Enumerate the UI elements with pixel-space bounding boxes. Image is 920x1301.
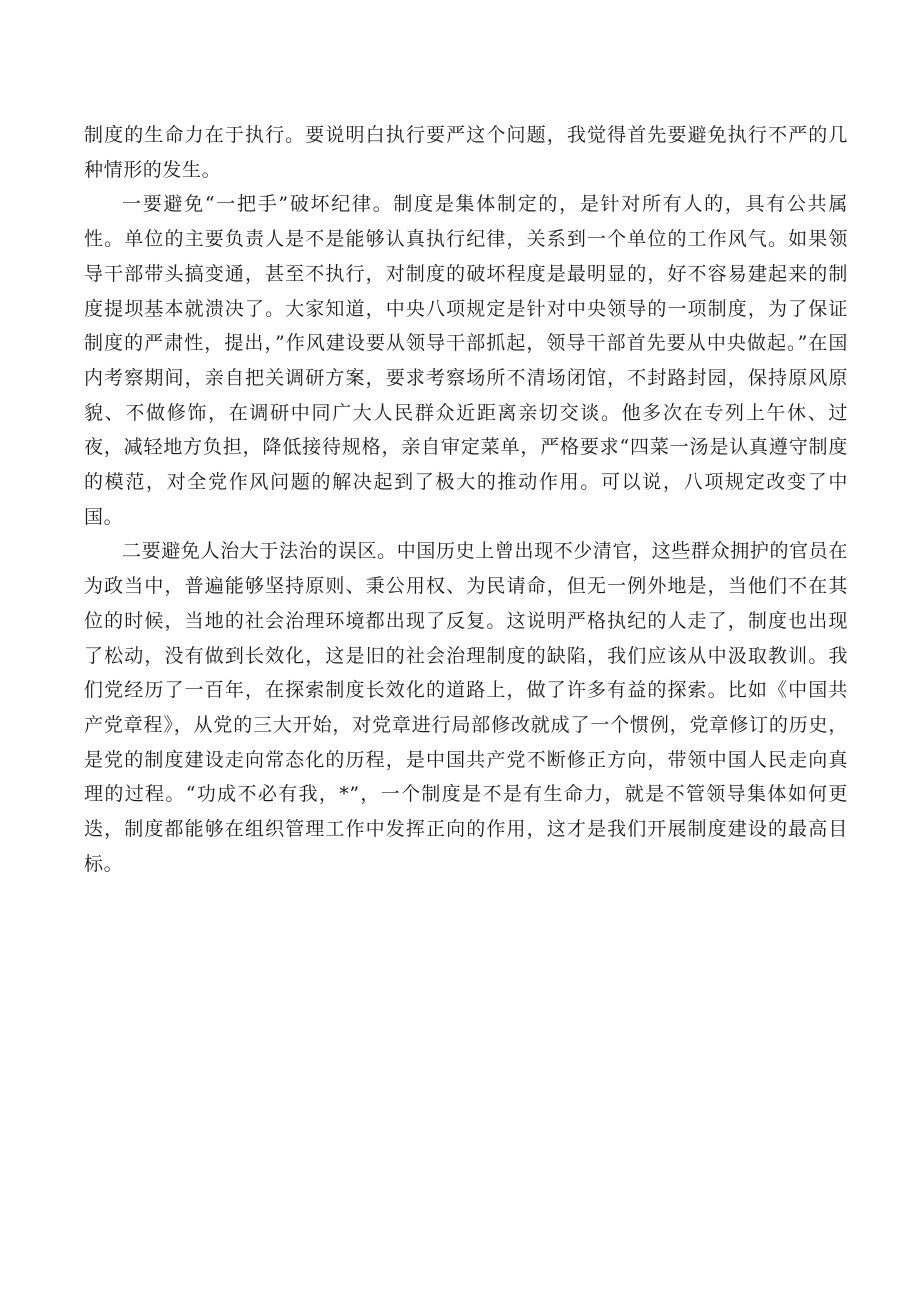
document-body (84, 118, 848, 881)
paragraph-second-point: 二要避免人治大于法治的误区。中国历史上曾出现不少清官，这些群众拥护的官员在为政当中，普遍能够坚持原则、秉公用权、为民请命，但无一例外地是，当他们不在其位的时候，当地的社会治理环境都出现了反复。这说明严格执纪的人走了，制度也出现了松动，没有做到长效化，这是旧的社会治理制度的缺陷，我们应该从中汲取教训。我们党经历了一百年，在探索制度长效化的道路上，做了许多有益的探索。比如《中国共产党章程》，从党的三大开始，对党章进行局部修改就成了一个惯例，党章修订的历史，是党的制度建设走向常态化的历程，是中国共产党不断修正方向，带领中国人民走向真理的过程。“功成不必有我，*”，一个制度是不是有生命力，就是不管领导集体如何更迭，制度都能够在组织管理工作中发挥正向的作用，这才是我们开展制度建设的最高目标。 (84, 540, 848, 875)
paragraph-intro: 制度的生命力在于执行。要说明白执行要严这个问题，我觉得首先要避免执行不严的几种情形的发生。 (84, 124, 848, 181)
paragraph-first-point: 一要避免“一把手”破坏纪律。制度是集体制定的，是针对所有人的，具有公共属性。单位的主要负责人是不是能够认真执行纪律，关系到一个单位的工作风气。如果领导干部带头搞变通，甚至不执行，对制度的破坏程度是最明显的，好不容易建起来的制度提坝基本就溃决了。大家知道，中央八项规定是针对中央领导的一项制度，为了保证制度的严肃性，提出，”作风建设要从领导干部抓起，领导干部首先要从中央做起。”在国内考察期间，亲自把关调研方案，要求考察场所不清场闭馆，不封路封园，保持原风原貌、不做修饰，在调研中同广大人民群众近距离亲切交谈。他多次在专列上午休、过夜，减轻地方负担，降低接待规格，亲自审定菜单，严格要求“四菜一汤是认真遵守制度的模范，对全党作风问题的解决起到了极大的推动作用。可以说，八项规定改变了中国。 (84, 193, 848, 528)
